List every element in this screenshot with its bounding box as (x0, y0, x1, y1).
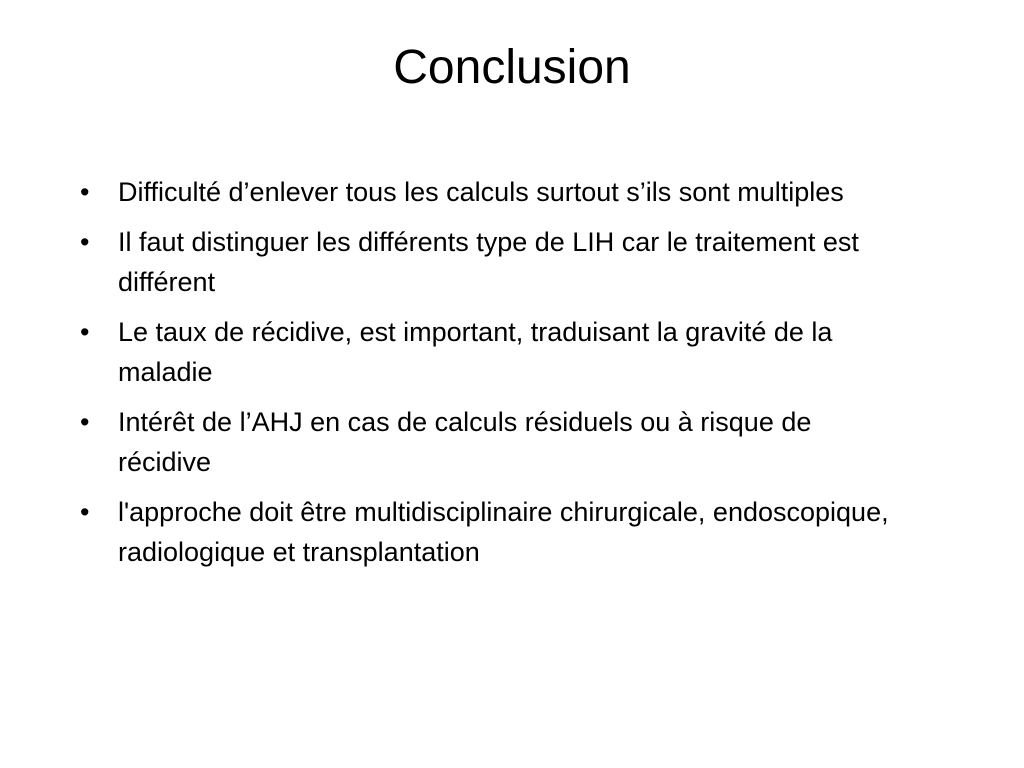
bullet-text: Intérêt de l’AHJ en cas de calculs résiduels ou à risque de récidive (118, 407, 812, 477)
bullet-text: Difficulté d’enlever tous les calculs surtout s’ils sont multiples (118, 177, 844, 207)
bullet-icon: • (80, 497, 90, 527)
bullet-icon: • (80, 227, 90, 257)
bullet-text: Le taux de récidive, est important, traduisant la gravité de la maladie (118, 317, 833, 387)
bullet-list (80, 172, 910, 582)
list-item (80, 312, 910, 392)
bullet-icon: • (80, 177, 90, 207)
list-item (80, 402, 910, 482)
slide-title: Conclusion (393, 41, 631, 94)
bullet-text: Il faut distinguer les différents type de LIH car le traitement est différent (118, 227, 859, 297)
list-item (80, 222, 910, 302)
bullet-icon: • (80, 317, 90, 347)
bullet-text: l'approche doit être multidisciplinaire chirurgicale, endoscopique, radiologique et transplantation (118, 497, 889, 567)
bullet-icon: • (80, 407, 90, 437)
list-item (80, 492, 910, 572)
list-item (80, 172, 910, 212)
